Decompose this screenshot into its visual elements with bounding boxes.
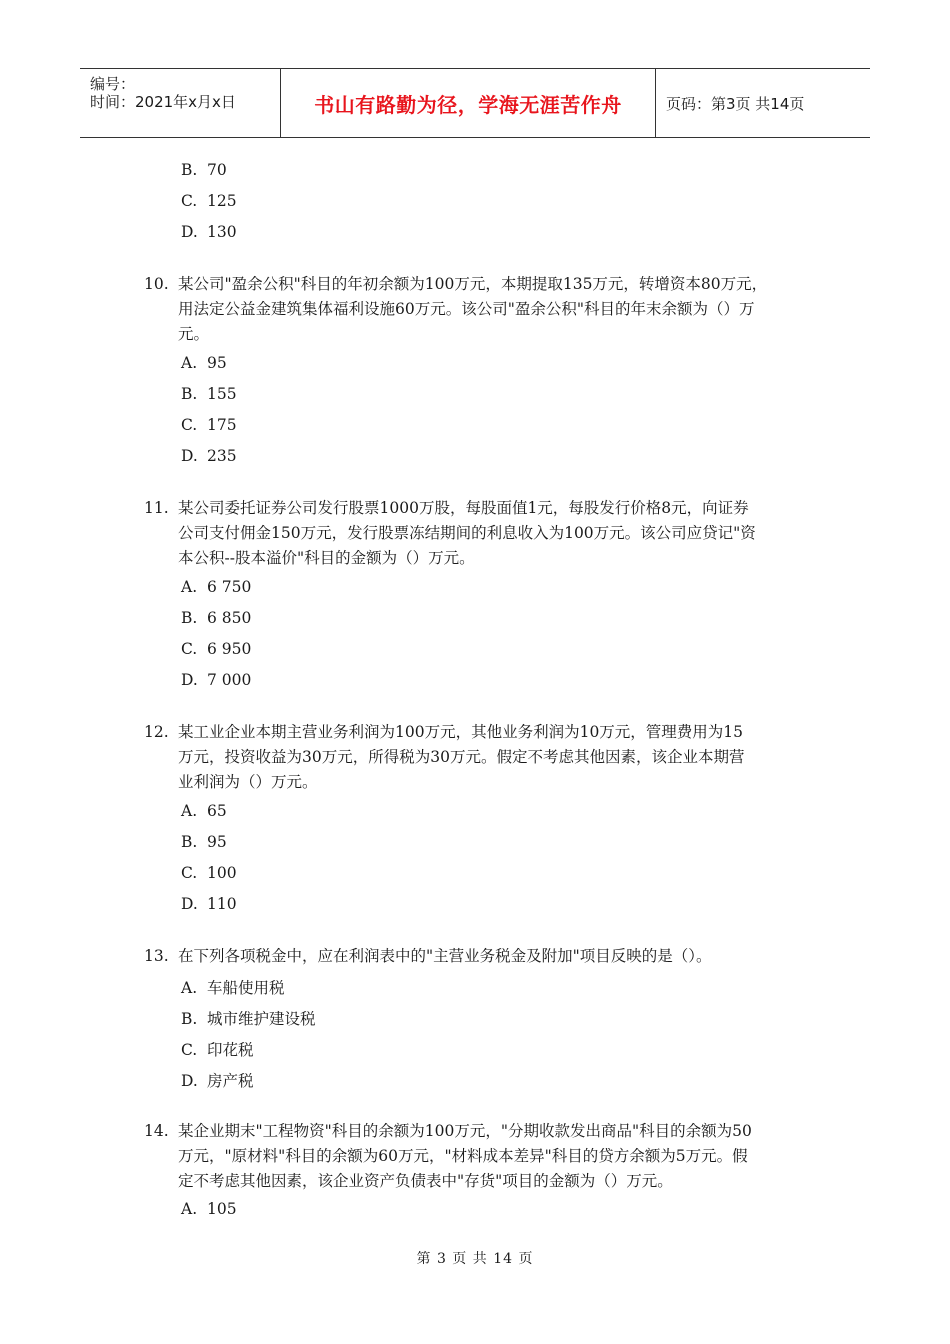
option-a: A. 105 — [181, 1200, 237, 1218]
question-line: 公司支付佣金150万元，发行股票冻结期间的利息收入为100万元。该公司应贷记"资 — [178, 524, 756, 542]
question-number: 13. — [144, 947, 169, 965]
question-line: 在下列各项税金中，应在利润表中的"主营业务税金及附加"项目反映的是（）。 — [178, 947, 712, 965]
option-a: A. 65 — [181, 802, 227, 820]
question-line: 本公积--股本溢价"科目的金额为（）万元。 — [178, 549, 475, 567]
page-footer: 第 3 页 共 14 页 — [416, 1251, 534, 1267]
question-number: 14. — [144, 1122, 169, 1140]
option-a: A. 95 — [181, 354, 227, 372]
option-b: B. 155 — [181, 385, 237, 403]
page-header — [80, 68, 870, 138]
header-left-cell — [80, 69, 280, 137]
option-c: C. 6 950 — [181, 640, 252, 658]
option-d: D. 房产税 — [181, 1072, 254, 1090]
option-b: B. 6 850 — [181, 609, 252, 627]
question-number: 11. — [144, 499, 169, 517]
number-label: 编号： — [90, 75, 136, 93]
page-info: 页码：第3页 共14页 — [666, 94, 805, 113]
question-line: 业利润为（）万元。 — [178, 773, 318, 791]
option-c: C. 印花税 — [181, 1041, 254, 1059]
motto: 书山有路勤为径，学海无涯苦作舟 — [314, 92, 622, 117]
time-label: 时间：2021年x月x日 — [90, 93, 236, 111]
question-line: 万元，"原材料"科目的余额为60万元，"材料成本差异"科目的贷方余额为5万元。假 — [178, 1147, 748, 1165]
question-line: 万元，投资收益为30万元，所得税为30万元。假定不考虑其他因素，该企业本期营 — [178, 748, 745, 766]
header-page-info — [656, 69, 870, 137]
question-line: 某工业企业本期主营业务利润为100万元，其他业务利润为10万元，管理费用为15 — [178, 723, 744, 741]
option-b: B. 95 — [181, 833, 227, 851]
option-c: C. 175 — [181, 416, 237, 434]
header-motto-cell — [280, 69, 656, 137]
question-line: 某公司"盈余公积"科目的年初余额为100万元，本期提取135万元，转增资本80万元， — [178, 275, 768, 293]
option-d: D. 110 — [181, 895, 237, 913]
option-c: C. 125 — [181, 192, 237, 210]
option-b: B. 城市维护建设税 — [181, 1010, 316, 1028]
question-line: 某公司委托证券公司发行股票1000万股，每股面值1元，每股发行价格8元，向证券 — [178, 499, 749, 517]
option-a: A. 车船使用税 — [181, 979, 285, 997]
option-d: D. 7 000 — [181, 671, 252, 689]
question-line: 某企业期末"工程物资"科目的余额为100万元，"分期收款发出商品"科目的余额为50 — [178, 1122, 752, 1140]
question-line: 元。 — [178, 325, 210, 343]
question-line: 定不考虑其他因素，该企业资产负债表中"存货"项目的金额为（）万元。 — [178, 1172, 673, 1190]
option-a: A. 6 750 — [181, 578, 252, 596]
option-c: C. 100 — [181, 864, 237, 882]
option-b: B. 70 — [181, 161, 227, 179]
question-number: 12. — [144, 723, 169, 741]
question-line: 用法定公益金建筑集体福利设施60万元。该公司"盈余公积"科目的年末余额为（）万 — [178, 300, 755, 318]
question-number: 10. — [144, 275, 169, 293]
option-d: D. 235 — [181, 447, 237, 465]
option-d: D. 130 — [181, 223, 237, 241]
